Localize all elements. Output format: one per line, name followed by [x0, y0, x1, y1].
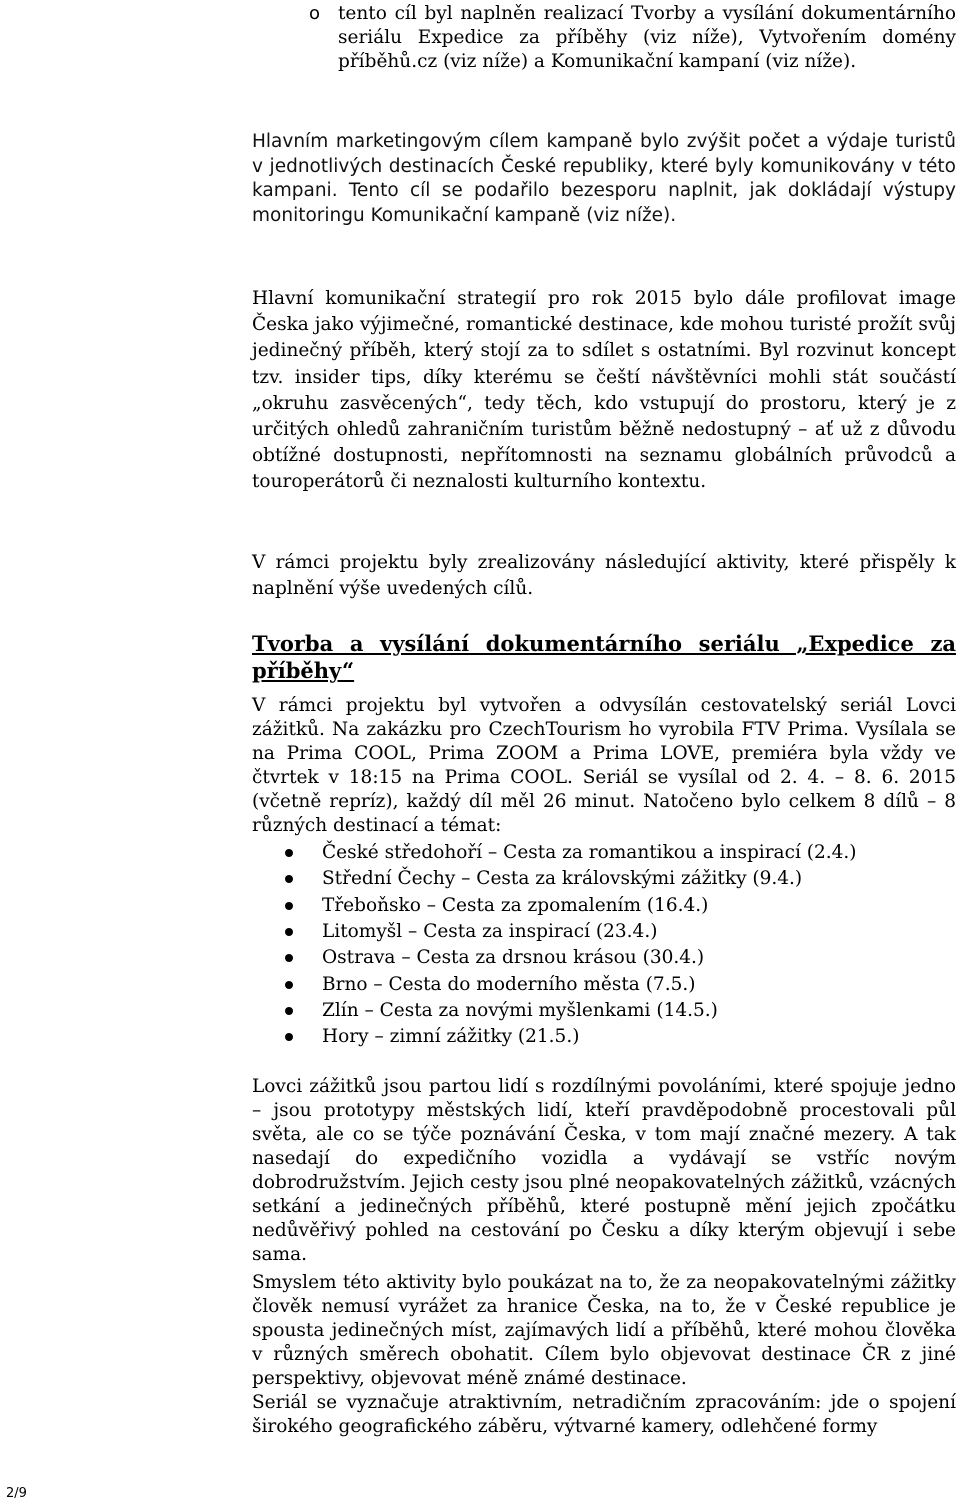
- paragraph-description: Lovci zážitků jsou partou lidí s rozdílnými povoláními, které spojuje jedno – jsou prototypy městských lidí, kteří pravděpodobně procestovali půl světa, ale co se týče poznávání Česka, v tom mají značné mezery. A tak nasedají do expedičního vozidla a vydávají se vstříc novým dobrodružstvím. Jejich cesty jsou plné neopakovatelných zážitků, vzácných setkání a jedinečných příběhů, které postupně mění jejich zpočátku nedůvěřivý pohled na cestování po Česku a díky kterým objevují i sebe sama.: [252, 1076, 956, 1265]
- list-item: [322, 972, 695, 998]
- episode-text: Hory – zimní zážitky (21.5.): [322, 1026, 580, 1048]
- intro-list-item: [0, 0, 960, 100]
- list-item: [322, 840, 857, 866]
- list-item: [322, 866, 802, 892]
- list-item: [322, 998, 718, 1024]
- paragraph-communication-strategy: Hlavní komunikační strategií pro rok 2015 bylo dále profilovat image Česka jako výjimečné, romantické destinace, kde mohou turisté prožít svůj jedinečný příběh, který stojí za to sdílet s ostatními. Byl rozvinut koncept tzv. insider tips, díky kterému se čeští návštěvníci mohli stát součástí „okruhu zasvěcených“, tedy těch, kdo vstupují do prostoru, který je z určitých ohledů zahraničním turistům běžně nedostupný – ať už z důvodu obtížné dostupnosti, nepřítomnosti na seznamu globálních průvodců a touroperátorů či neznalosti kulturního kontextu.: [252, 288, 956, 493]
- section-intro: V rámci projektu byl vytvořen a odvysílán cestovatelský seriál Lovci zážitků. Na zakázku pro CzechTourism ho vyrobila FTV Prima. Vysílala se na Prima COOL, Prima ZOOM a Prima LOVE, premiéra byla vždy ve čtvrtek v 18:15 na Prima COOL. Seriál se vysílal od 2. 4. – 8. 6. 2015 (včetně repríz), každý díl měl 26 minut. Natočeno bylo celkem 8 dílů – 8 různých destinací a témat:: [252, 695, 956, 836]
- list-item: [322, 1024, 579, 1050]
- episode-text: Střední Čechy – Cesta za královskými zážitky (9.4.): [322, 868, 803, 890]
- paragraph-activities-intro: V rámci projektu byly zrealizovány následující aktivity, které přispěly k naplnění výše uvedených cílů.: [252, 552, 956, 599]
- episode-text: Brno – Cesta do moderního města (7.5.): [322, 973, 696, 995]
- list-item: [322, 893, 708, 919]
- bullet-icon: [285, 954, 293, 962]
- bullet-icon: [285, 1033, 293, 1041]
- episode-text: Třeboňsko – Cesta za zpomalením (16.4.): [322, 894, 709, 916]
- section-heading: Tvorba a vysílání dokumentárního seriálu „Expedice za příběhy“: [252, 631, 956, 683]
- bullet-icon: [285, 1007, 293, 1015]
- bullet-icon: [285, 981, 293, 989]
- episode-text: Litomyšl – Cesta za inspirací (23.4.): [322, 920, 658, 942]
- paragraph-style: Seriál se vyznačuje atraktivním, netradičním zpracováním: jde o spojení širokého geografického záběru, výtvarné kamery, odlehčené formy: [252, 1392, 956, 1437]
- episode-text: České středohoří – Cesta za romantikou a inspirací (2.4.): [322, 842, 857, 863]
- episode-text: Zlín – Cesta za novými myšlenkami (14.5.): [322, 999, 718, 1021]
- list-item: [322, 945, 704, 971]
- intro-item-text: tento cíl byl naplněn realizací Tvorby a vysílání dokumentárního seriálu Expedice za příběhy (viz níže), Vytvořením domény příběhů.cz (viz níže) a Komunikační kampaní (viz níže).: [338, 3, 956, 72]
- page-number: 2/9: [6, 1486, 27, 1501]
- bullet-icon: [285, 928, 293, 936]
- list-item: [322, 919, 657, 945]
- bullet-icon: [285, 902, 293, 910]
- paragraph-marketing-goal: Hlavním marketingovým cílem kampaně bylo zvýšit počet a výdaje turistů v jednotlivých destinacích České republiky, které byly komunikovány v této kampani. Tento cíl se podařilo bezesporu naplnit, jak dokládají výstupy monitoringu Komunikační kampaně (viz níže).: [252, 131, 956, 226]
- bullet-icon: [285, 849, 293, 857]
- paragraph-purpose: Smyslem této aktivity bylo poukázat na to, že za neopakovatelnými zážitky člověk nemusí vyrážet za hranice Česka, na to, že v České republice je spousta jedinečných míst, zajímavých lidí a příběhů, které mohou člověka v různých směrech obohatit. Cílem bylo objevovat destinace ČR z jiné perspektivy, objevovat méně známé destinace.: [252, 1272, 956, 1389]
- episode-text: Ostrava – Cesta za drsnou krásou (30.4.): [322, 947, 705, 969]
- bullet-icon: [285, 875, 293, 883]
- list-marker: o: [309, 3, 321, 24]
